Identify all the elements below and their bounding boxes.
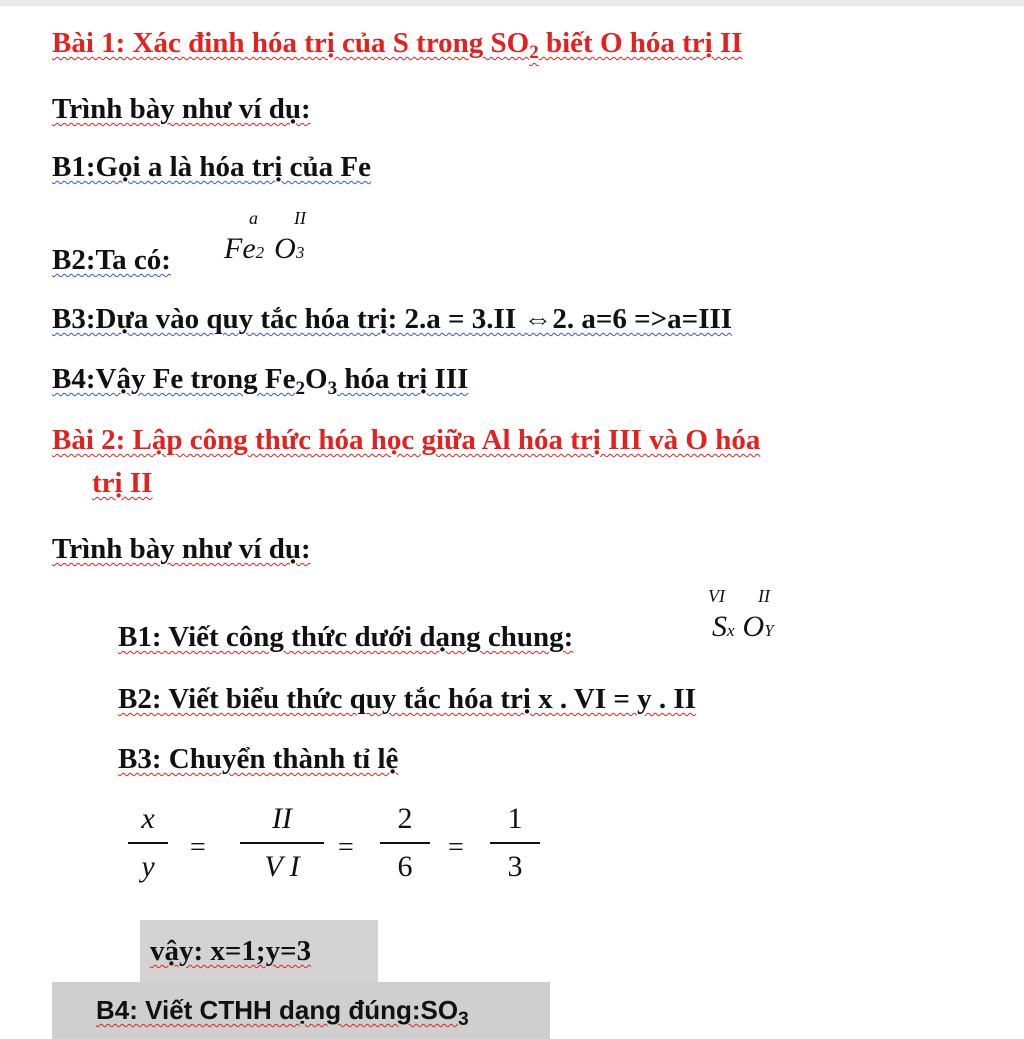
fraction-numerator: II: [272, 802, 292, 835]
bai2-step2: [118, 682, 696, 716]
bai1-formula-fe2o3: [224, 208, 364, 272]
s-symbol: S: [712, 610, 727, 643]
fraction-x-y: [128, 800, 168, 886]
fraction-1-3: [490, 800, 540, 886]
fraction-bar: [128, 842, 168, 844]
bai1-step4-sub1: 2: [295, 378, 305, 399]
bai1-step4-text: B4:Vậy Fe trong Fe: [52, 363, 296, 395]
bai2-step3-text: B3: Chuyển thành tỉ lệ: [118, 743, 399, 775]
fraction-numerator: 2: [397, 802, 413, 835]
bai2-title-line2: [92, 466, 152, 500]
fe-subscript: 2: [255, 243, 265, 262]
bai1-step4-sub2: 3: [327, 378, 338, 399]
bai2-title-text: Bài 2: Lập công thức hóa học giữa Al hóa trị III và O hóa: [52, 424, 761, 456]
bai1-step3: [52, 302, 732, 336]
fraction-bar: [240, 842, 324, 844]
bai2-formula-sxoy: [708, 586, 822, 650]
equals-sign: =: [338, 832, 354, 863]
fe-symbol: Fe: [224, 232, 256, 265]
fraction-bar: [380, 842, 430, 844]
conclusion: [150, 934, 311, 968]
conclusion-text: vậy: x=1;y=3: [150, 935, 312, 967]
bai2-step1-text: B1: Viết công thức dưới dạng chung:: [118, 621, 574, 653]
bai2-step4-text: B4: Viết CTHH dạng đúng:SO: [96, 995, 459, 1025]
bai1-title-subscript: 2: [529, 42, 539, 63]
bai2-step2-text: B2: Viết biểu thức quy tắc hóa trị x . VI = y . II: [118, 683, 696, 715]
fe-valence-label: a: [249, 208, 258, 228]
bai1-step2-text: B2:Ta có:: [52, 244, 171, 276]
bai1-step1-text: B1:Gọi a là hóa trị của Fe: [52, 151, 371, 183]
fraction-denominator: V I: [264, 850, 300, 883]
bai2-title-text2: trị II: [92, 467, 153, 499]
fraction-numerator: x: [141, 802, 155, 835]
bai1-title-text: Bài 1: Xác đinh hóa trị của S trong SO: [52, 27, 530, 59]
bai2-title-line1: [52, 423, 760, 457]
bai1-intro-text: Trình bày như ví dụ:: [52, 93, 311, 125]
bai2-step3: [118, 742, 398, 776]
fraction-bar: [490, 842, 540, 844]
o-subscript-2: Y: [764, 621, 774, 640]
fraction-denominator: 3: [507, 850, 523, 883]
bai1-title-rest: biết O hóa trị II: [538, 27, 743, 59]
o-valence-label: II: [294, 208, 306, 228]
fraction-2-6: [380, 800, 430, 886]
o-valence-label-2: II: [758, 586, 770, 606]
fraction-denominator: y: [141, 850, 155, 883]
equals-sign: =: [190, 832, 206, 863]
o-subscript: 3: [295, 243, 305, 262]
bai1-step3-text: B3:Dựa vào quy tắc hóa trị: 2.a = 3.II ⇔2. a=6 =>a=III: [52, 303, 733, 335]
bai1-step4-o: O: [305, 363, 328, 395]
equals-sign: =: [448, 832, 464, 863]
s-subscript: x: [727, 621, 735, 640]
bai1-step4-rest: hóa trị III: [337, 363, 469, 395]
bai2-step4: [96, 993, 469, 1037]
bai2-intro: [52, 532, 311, 566]
fraction-ii-vi: [240, 800, 324, 886]
o-symbol-2: O: [742, 610, 765, 643]
bai1-title: [52, 26, 743, 70]
o-symbol: O: [274, 232, 296, 265]
bai1-intro: [52, 92, 311, 126]
fraction-denominator: 6: [397, 850, 413, 883]
bai2-intro-text: Trình bày như ví dụ:: [52, 533, 311, 565]
bai1-step2-label: [52, 243, 171, 277]
bai1-step4: [52, 362, 468, 406]
fraction-numerator: 1: [507, 802, 523, 835]
bai2-step4-subscript: 3: [458, 1009, 469, 1030]
top-strip: [0, 0, 1024, 6]
s-valence-label: VI: [708, 586, 725, 606]
bai2-step1-label: [118, 620, 573, 654]
bai1-step1: [52, 150, 371, 184]
